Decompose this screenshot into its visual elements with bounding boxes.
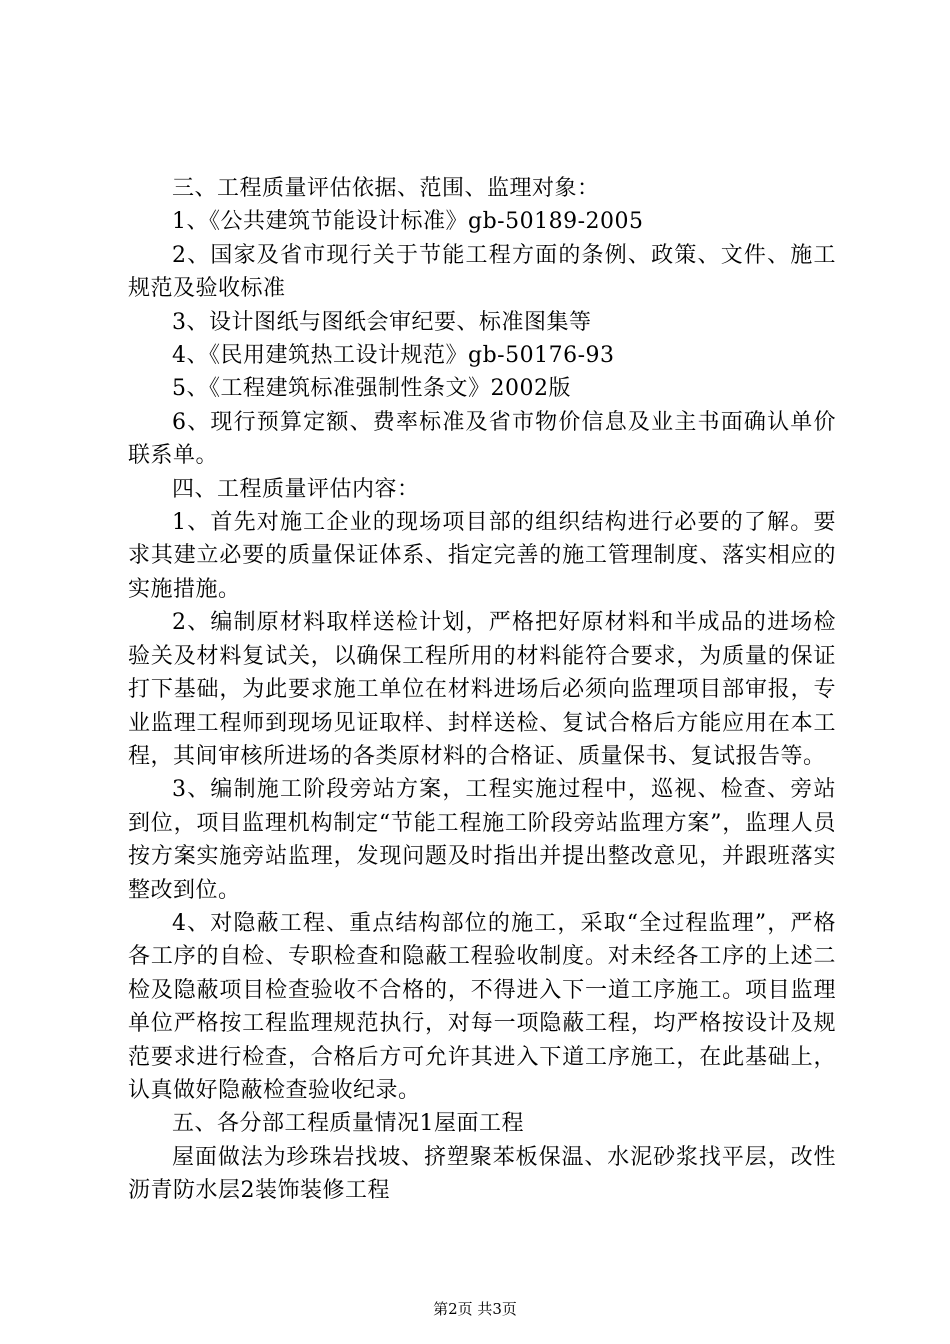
content-item-2: 2、编制原材料取样送检计划，严格把好原材料和半成品的进场检验关及材料复试关，以确保工程所用的材料能符合要求，为质量的保证打下基础，为此要求施工单位在材料进场后必须向监理项目部审报，专业监理工程师到现场见证取样、封样送检、复试合格后方能应用在本工程，其间审核所进场的各类原材料的合格证、质量保书、复试报告等。 — [128, 610, 836, 769]
quality-item-roof: 屋面做法为珍珠岩找坡、挤塑聚苯板保温、水泥砂浆找平层，改性沥青防水层2装饰装修工程 — [128, 1144, 836, 1204]
basis-item-6: 6、现行预算定额、费率标准及省市物价信息及业主书面确认单价联系单。 — [128, 409, 836, 469]
section-heading-quality: 五、各分部工程质量情况1屋面工程 — [172, 1111, 524, 1137]
basis-item-2: 2、国家及省市现行关于节能工程方面的条例、政策、文件、施工规范及验收标准 — [128, 242, 836, 302]
section-heading-basis: 三、工程质量评估依据、范围、监理对象： — [172, 176, 600, 201]
content-item-1: 1、首先对施工企业的现场项目部的组织结构进行必要的了解。要求其建立必要的质量保证体系、指定完善的施工管理制度、落实相应的实施措施。 — [128, 510, 836, 602]
basis-item-4: 4、《民用建筑热工设计规范》gb-50176-93 — [172, 343, 615, 369]
basis-item-1: 1、《公共建筑节能设计标准》gb-50189-2005 — [172, 209, 644, 235]
content-item-4: 4、对隐蔽工程、重点结构部位的施工，采取“全过程监理”，严格各工序的自检、专职检查和隐蔽工程验收制度。对未经各工序的上述二检及隐蔽项目检查验收不合格的，不得进入下一道工序施工。项目监理单位严格按工程监理规范执行，对每一项隐蔽工程，均严格按设计及规范要求进行检查，合格后方可允许其进入下道工序施工，在此基础上，认真做好隐蔽检查验收纪录。 — [128, 910, 836, 1103]
basis-item-3: 3、设计图纸与图纸会审纪要、标准图集等 — [172, 309, 592, 335]
content-item-3: 3、编制施工阶段旁站方案，工程实施过程中，巡视、检查、旁站到位，项目监理机构制定“节能工程施工阶段旁站监理方案”，监理人员按方案实施旁站监理，发现问题及时指出并提出整改意见，并跟班落实整改到位。 — [128, 777, 836, 903]
document-body — [128, 172, 836, 1208]
basis-item-5: 5、《工程建筑标准强制性条文》2002版 — [172, 376, 571, 402]
page-number-footer: 第2页 共3页 — [433, 1300, 517, 1318]
section-heading-content: 四、工程质量评估内容： — [172, 476, 420, 502]
